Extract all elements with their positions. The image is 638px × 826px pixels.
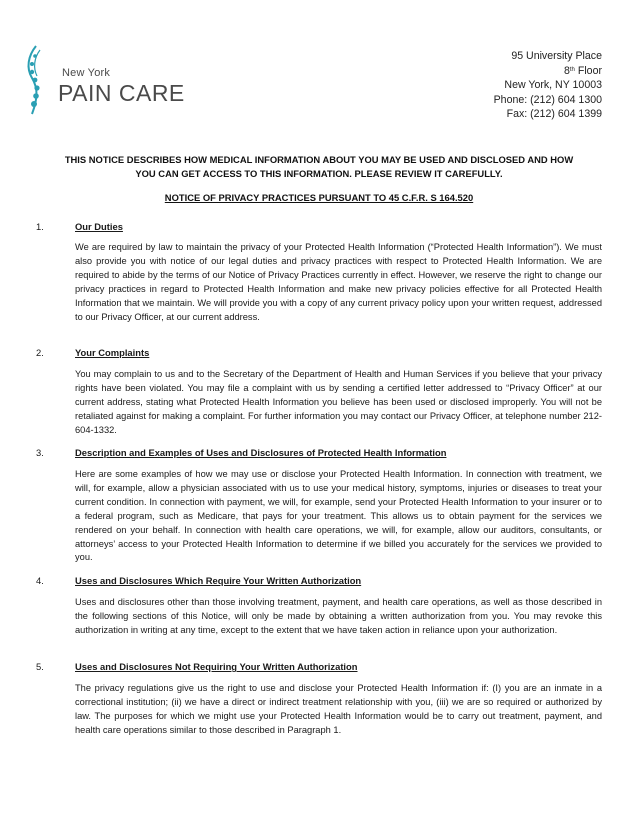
section-title: Description and Examples of Uses and Disclosures of Protected Health Information [75, 447, 447, 458]
logo-text-pain-care: PAIN CARE [58, 80, 185, 106]
section-number: 1. [36, 221, 44, 232]
address-block [494, 49, 602, 122]
notice-subheading: NOTICE OF PRIVACY PRACTICES PURSUANT TO 45 C.F.R. S 164.520 [164, 192, 474, 203]
address-fax: Fax: (212) 604 1399 [506, 108, 602, 121]
section-title: Uses and Disclosures Not Requiring Your Written Authorization [75, 661, 358, 672]
floor-number: 8 [563, 64, 570, 77]
floor-word: Floor [574, 64, 602, 77]
address-city: New York, NY 10003 [504, 79, 602, 92]
section-title: Uses and Disclosures Which Require Your Written Authorization [75, 575, 362, 586]
section-body: Here are some examples of how we may use or disclose your Protected Health Information. In connection with treatment, we will, for example, allow a physician associated with us to use your medical history, symptoms, injuries or diseases to treat your current condition. In connection with payment, we will, for example, send your Protected Health Information to your insurer or to a federal program, such as Medicare, that pays for your treatment. This allows us to obtain payment for the services we rendered on your behalf. In connection with health care operations, we will, for example, allow our auditors, consultants, or attorneys’ access to your Protected Health Information to determine if we billed you accurately for the services we provided to you. [75, 469, 602, 563]
section-body: We are required by law to maintain the privacy of your Protected Health Information (“Protected Health Information”). We must also provide you with notice of our legal duties and privacy practices with respect to Protected Health Information. We are required to abide by the terms of our Notice of Privacy Practices currently in effect. However, we reserve the right to change our privacy practices in regard to Protected Health Information and make new privacy policies effective for all Protected Health Information that we maintain. We will provide you with a copy of any current privacy policy upon your written request, addressed to our Privacy Officer, at our current address. [75, 242, 602, 322]
company-logo [22, 42, 185, 117]
section-number: 4. [36, 575, 44, 586]
section-body: The privacy regulations give us the right to use and disclose your Protected Health Information if: (I) you are an inmate in a correctional institution; (ii) we have a direct or indirect treatment relationship with you, (iii) we are so required or authorized by law. The purposes for which we might use your Protected Health Information would be to carry out treatment, payment, and health care operations similar to those described in Paragraph 1. [75, 683, 602, 735]
address-phone: Phone: (212) 604 1300 [493, 93, 602, 106]
section-body: Uses and disclosures other than those involving treatment, payment, and health care operations, as well as those described in the following sections of this Notice, will only be made by obtaining a written authorization from you. You may revoke this authorization in writing at any time, except to the extent that we have taken action in reliance upon your authorization. [75, 597, 602, 635]
address-street: 95 University Place [511, 50, 602, 62]
section-number: 2. [36, 347, 44, 358]
section-title: Our Duties [75, 221, 123, 232]
address-floor [494, 64, 602, 79]
section-body: You may complain to us and to the Secretary of the Department of Health and Human Services if you believe that your privacy rights have been violated. You may file a complaint with us by sending a certified letter addressed to “Privacy Officer” at our current address, stating what Protected Health Information you believe has been used or disclosed improperly. You will not be retaliated against for making a complaint. For further information you may contact our Privacy Officer, at telephone number 212-604-1332. [75, 369, 602, 435]
logo-text-new-york: New York [62, 67, 111, 79]
spine-logo-icon [22, 42, 62, 117]
floor-suffix: th [569, 66, 575, 73]
banner-line-2: YOU CAN GET ACCESS TO THIS INFORMATION. PLEASE REVIEW IT CAREFULLY. [135, 168, 503, 179]
section-number: 3. [36, 447, 44, 458]
section-title: Your Complaints [75, 347, 150, 358]
banner-line-1: THIS NOTICE DESCRIBES HOW MEDICAL INFORMATION ABOUT YOU MAY BE USED AND DISCLOSED AND HOW [64, 154, 574, 165]
notice-banner [36, 153, 602, 181]
section-number: 5. [36, 661, 44, 672]
